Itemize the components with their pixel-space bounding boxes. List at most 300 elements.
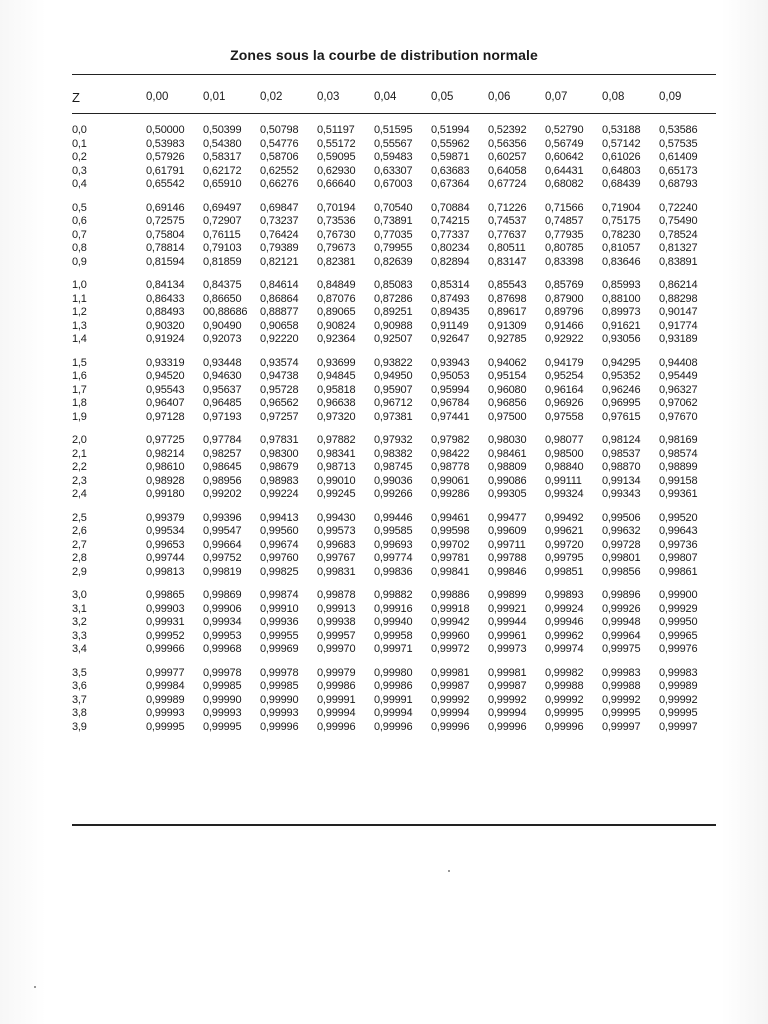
probability-cell: 0,99836 [374, 565, 413, 578]
probability-cell: 0,93574 [260, 356, 299, 369]
probability-cell: 0,66640 [317, 178, 356, 190]
probability-cell: 0,99010 [317, 474, 356, 487]
probability-cell: 0,99477 [488, 511, 527, 524]
probability-cell: 0,87900 [545, 292, 584, 305]
z-value-cell: 2,4 [72, 488, 87, 500]
probability-cell: 0,81859 [203, 255, 242, 268]
probability-cell: 0,91309 [488, 319, 527, 332]
probability-cell: 0,71566 [545, 201, 584, 214]
probability-cell: 0,99992 [602, 693, 641, 706]
probability-cell: 0,99224 [260, 488, 299, 500]
probability-cell: 0,84375 [203, 279, 242, 291]
probability-cell: 0,98645 [203, 461, 242, 473]
probability-cell: 0,99728 [602, 538, 641, 551]
probability-cell: 0,99702 [431, 538, 470, 551]
probability-cell: 0,99974 [545, 643, 584, 655]
z-value-cell: 0,0 [72, 124, 87, 136]
probability-cell: 0,99801 [602, 552, 641, 564]
z-value-cell: 3,7 [72, 693, 87, 706]
probability-cell: 0,87286 [374, 292, 413, 305]
probability-cell: 0,83147 [488, 255, 527, 268]
probability-cell: 0,98870 [602, 461, 641, 473]
probability-cell: 0,95154 [488, 370, 527, 382]
table-row [72, 566, 716, 580]
probability-cell: 0,78524 [659, 228, 698, 241]
probability-cell: 0,99560 [260, 525, 299, 537]
table-row [72, 357, 716, 371]
table-row [72, 384, 716, 398]
table-row [72, 124, 716, 138]
probability-cell: 0,97882 [317, 434, 356, 446]
probability-cell: 0,98840 [545, 461, 584, 473]
table-row [72, 411, 716, 425]
probability-cell: 0,86864 [260, 292, 299, 305]
probability-cell: 0,99931 [146, 616, 185, 628]
probability-cell: 0,99993 [260, 707, 299, 719]
probability-cell: 0,55962 [431, 137, 470, 150]
probability-cell: 0,99970 [317, 643, 356, 655]
table-row [72, 215, 716, 229]
probability-cell: 0,52392 [488, 124, 527, 136]
column-header: 0,00 [146, 91, 169, 104]
probability-cell: 0,99992 [488, 693, 527, 706]
z-value-cell: 0,4 [72, 178, 87, 190]
probability-cell: 0,80511 [488, 242, 526, 254]
probability-cell: 0,97257 [260, 410, 299, 423]
probability-cell: 0,99960 [431, 629, 470, 642]
probability-cell: 0,99992 [659, 693, 698, 706]
z-value-cell: 0,3 [72, 164, 87, 177]
table-row [72, 151, 716, 165]
probability-cell: 0,99767 [317, 552, 356, 564]
column-header: 0,09 [659, 91, 682, 104]
probability-cell: 0,65173 [659, 164, 698, 177]
probability-cell: 0,86214 [659, 279, 698, 291]
probability-cell: 0,80234 [431, 242, 470, 254]
probability-cell: 0,55567 [374, 137, 413, 150]
probability-cell: 0,99982 [545, 666, 584, 679]
probability-cell: 0,99926 [602, 602, 641, 615]
probability-cell: 0,97670 [659, 410, 698, 423]
probability-cell: 0,50000 [146, 124, 185, 136]
probability-cell: 0,75804 [146, 228, 185, 241]
probability-cell: 0,99987 [431, 680, 470, 692]
probability-cell: 0,97500 [488, 410, 527, 423]
probability-cell: 0,50798 [260, 124, 299, 136]
probability-cell: 0,95352 [602, 370, 641, 382]
z-value-cell: 1,1 [72, 292, 87, 305]
probability-cell: 0,99938 [317, 616, 356, 628]
probability-cell: 0,94950 [374, 370, 413, 382]
probability-cell: 0,96856 [488, 397, 527, 409]
probability-cell: 00,88686 [203, 306, 248, 318]
probability-cell: 0,97982 [431, 434, 470, 446]
z-value-cell: 3,1 [72, 602, 87, 615]
probability-cell: 0,99760 [260, 552, 299, 564]
probability-cell: 0,99061 [431, 474, 470, 487]
probability-cell: 0,99266 [374, 488, 413, 500]
probability-cell: 0,99992 [545, 693, 584, 706]
probability-cell: 0,99994 [488, 707, 527, 719]
probability-cell: 0,99978 [203, 666, 242, 679]
table-row [72, 488, 716, 502]
probability-cell: 0,99991 [374, 693, 413, 706]
table-row [72, 293, 716, 307]
probability-cell: 0,99361 [659, 488, 698, 500]
probability-cell: 0,99788 [488, 552, 527, 564]
group-spacer [72, 269, 716, 279]
probability-cell: 0,99942 [431, 616, 470, 628]
z-value-cell: 1,4 [72, 333, 87, 345]
probability-cell: 0,51595 [374, 124, 413, 136]
probability-cell: 0,81327 [659, 242, 698, 254]
group-spacer [72, 657, 716, 667]
probability-cell: 0,96485 [203, 397, 242, 409]
z-value-cell: 0,7 [72, 228, 87, 241]
probability-cell: 0,93943 [431, 356, 470, 369]
probability-cell: 0,99957 [317, 629, 356, 642]
probability-cell: 0,62172 [203, 164, 242, 177]
z-value-cell: 3,9 [72, 720, 87, 733]
probability-cell: 0,56356 [488, 137, 527, 150]
probability-cell: 0,84849 [317, 279, 356, 291]
probability-cell: 0,99781 [431, 552, 470, 564]
probability-cell: 0,99948 [602, 616, 641, 628]
probability-cell: 0,53586 [659, 124, 698, 136]
table-row [72, 616, 716, 630]
probability-cell: 0,73237 [260, 215, 299, 227]
probability-cell: 0,89617 [488, 306, 527, 318]
probability-cell: 0,95637 [203, 383, 242, 396]
probability-cell: 0,99653 [146, 538, 185, 551]
z-value-cell: 3,6 [72, 680, 87, 692]
column-header: 0,03 [317, 91, 340, 104]
probability-cell: 0,98124 [602, 434, 641, 446]
z-value-cell: 0,1 [72, 137, 87, 150]
probability-cell: 0,97062 [659, 397, 698, 409]
paper-speck [34, 986, 36, 988]
probability-cell: 0,93319 [146, 356, 185, 369]
probability-cell: 0,99994 [317, 707, 356, 719]
probability-cell: 0,97558 [545, 410, 584, 423]
probability-cell: 0,98956 [203, 474, 242, 487]
probability-cell: 0,71904 [602, 201, 641, 214]
probability-cell: 0,98928 [146, 474, 185, 487]
probability-cell: 0,54776 [260, 137, 299, 150]
probability-cell: 0,59095 [317, 151, 356, 163]
table-row [72, 630, 716, 644]
probability-cell: 0,99903 [146, 602, 185, 615]
probability-cell: 0,77337 [431, 228, 470, 241]
probability-cell: 0,94062 [488, 356, 527, 369]
probability-cell: 0,73891 [374, 215, 413, 227]
probability-cell: 0,79955 [374, 242, 413, 254]
z-value-cell: 3,2 [72, 616, 87, 628]
probability-cell: 0,99795 [545, 552, 584, 564]
probability-cell: 0,99674 [260, 538, 299, 551]
probability-cell: 0,77035 [374, 228, 413, 241]
probability-cell: 0,99996 [260, 720, 299, 733]
probability-cell: 0,94630 [203, 370, 242, 382]
table-row [72, 178, 716, 192]
probability-cell: 0,99997 [602, 720, 641, 733]
z-value-cell: 1,3 [72, 319, 87, 332]
probability-cell: 0,76730 [317, 228, 356, 241]
probability-cell: 0,99994 [431, 707, 470, 719]
table-row [72, 279, 716, 293]
probability-cell: 0,98610 [146, 461, 185, 473]
probability-cell: 0,93189 [659, 333, 698, 345]
probability-cell: 0,99851 [545, 565, 584, 578]
probability-cell: 0,78814 [146, 242, 185, 254]
probability-cell: 0,90490 [203, 319, 242, 332]
probability-cell: 0,99343 [602, 488, 641, 500]
z-value-cell: 0,6 [72, 215, 87, 227]
probability-cell: 0,60642 [545, 151, 584, 163]
probability-cell: 0,82381 [317, 255, 356, 268]
probability-cell: 0,86433 [146, 292, 185, 305]
probability-cell: 0,83398 [545, 255, 584, 268]
probability-cell: 0,70194 [317, 201, 356, 214]
probability-cell: 0,99952 [146, 629, 185, 642]
z-value-cell: 2,7 [72, 538, 87, 551]
probability-cell: 0,92647 [431, 333, 470, 345]
probability-cell: 0,67003 [374, 178, 413, 190]
probability-cell: 0,74215 [431, 215, 470, 227]
probability-cell: 0,99886 [431, 589, 470, 601]
probability-cell: 0,70540 [374, 201, 413, 214]
probability-cell: 0,99989 [146, 693, 185, 706]
probability-cell: 0,92220 [260, 333, 299, 345]
probability-cell: 0,66276 [260, 178, 299, 190]
probability-cell: 0,52790 [545, 124, 584, 136]
probability-cell: 0,67724 [488, 178, 527, 190]
probability-cell: 0,91149 [431, 319, 469, 332]
probability-cell: 0,97128 [146, 410, 185, 423]
probability-cell: 0,69146 [146, 201, 185, 214]
probability-cell: 0,96638 [317, 397, 356, 409]
table-row [72, 448, 716, 462]
probability-cell: 0,98300 [260, 447, 299, 460]
z-value-cell: 2,3 [72, 474, 87, 487]
probability-cell: 0,95254 [545, 370, 584, 382]
probability-cell: 0,87698 [488, 292, 527, 305]
table-row [72, 707, 716, 721]
probability-cell: 0,99946 [545, 616, 584, 628]
probability-cell: 0,74857 [545, 215, 584, 227]
probability-cell: 0,74537 [488, 215, 527, 227]
probability-cell: 0,68793 [659, 178, 698, 190]
z-value-cell: 2,0 [72, 434, 87, 446]
probability-cell: 0,93699 [317, 356, 356, 369]
probability-cell: 0,98778 [431, 461, 470, 473]
probability-cell: 0,85543 [488, 279, 527, 291]
probability-cell: 0,99994 [374, 707, 413, 719]
probability-cell: 0,99744 [146, 552, 185, 564]
table-row [72, 680, 716, 694]
probability-cell: 0,51994 [431, 124, 470, 136]
z-value-cell: 2,6 [72, 525, 87, 537]
probability-cell: 0,99929 [659, 602, 698, 615]
probability-cell: 0,99893 [545, 589, 584, 601]
probability-cell: 0,99955 [260, 629, 299, 642]
probability-cell: 0,91774 [659, 319, 698, 332]
z-value-cell: 1,6 [72, 370, 87, 382]
table-row [72, 333, 716, 347]
probability-cell: 0,87076 [317, 292, 356, 305]
probability-cell: 0,99986 [317, 680, 356, 692]
probability-cell: 0,98422 [431, 447, 470, 460]
probability-cell: 0,98574 [659, 447, 698, 460]
probability-cell: 0,99996 [488, 720, 527, 733]
probability-cell: 0,96407 [146, 397, 185, 409]
table-row [72, 589, 716, 603]
probability-cell: 0,95907 [374, 383, 413, 396]
table-row [72, 721, 716, 735]
column-header: 0,07 [545, 91, 568, 104]
probability-cell: 0,98679 [260, 461, 299, 473]
probability-cell: 0,99379 [146, 511, 185, 524]
probability-cell: 0,96995 [602, 397, 641, 409]
column-header: 0,02 [260, 91, 283, 104]
table-row [72, 603, 716, 617]
probability-cell: 0,99995 [203, 720, 242, 733]
group-spacer [72, 347, 716, 357]
probability-cell: 0,94738 [260, 370, 299, 382]
probability-cell: 0,99996 [545, 720, 584, 733]
probability-cell: 0,99921 [488, 602, 527, 615]
group-spacer [72, 424, 716, 434]
table-row [72, 397, 716, 411]
probability-cell: 0,96562 [260, 397, 299, 409]
column-header: 0,08 [602, 91, 625, 104]
probability-cell: 0,61026 [602, 151, 641, 163]
probability-cell: 0,57142 [602, 137, 641, 150]
probability-cell: 0,97831 [260, 434, 299, 446]
probability-cell: 0,92073 [203, 333, 242, 345]
probability-cell: 0,95728 [260, 383, 299, 396]
probability-cell: 0,90658 [260, 319, 299, 332]
normal-distribution-table [72, 86, 716, 734]
probability-cell: 0,97381 [374, 410, 413, 423]
column-header: 0,04 [374, 91, 397, 104]
z-value-cell: 3,3 [72, 629, 87, 642]
probability-cell: 0,99534 [146, 525, 185, 537]
probability-cell: 0,99968 [203, 643, 242, 655]
z-value-cell: 1,9 [72, 410, 87, 423]
probability-cell: 0,99324 [545, 488, 584, 500]
probability-cell: 0,57535 [659, 137, 698, 150]
group-spacer [72, 110, 716, 124]
probability-cell: 0,96712 [374, 397, 413, 409]
probability-cell: 0,99981 [431, 666, 470, 679]
probability-cell: 0,98030 [488, 434, 527, 446]
probability-cell: 0,99993 [146, 707, 185, 719]
probability-cell: 0,99861 [659, 565, 698, 578]
probability-cell: 0,98537 [602, 447, 641, 460]
probability-cell: 0,99396 [203, 511, 242, 524]
probability-cell: 0,59483 [374, 151, 413, 163]
probability-cell: 0,94845 [317, 370, 356, 382]
probability-cell: 0,99916 [374, 602, 413, 615]
probability-cell: 0,99962 [545, 629, 584, 642]
probability-cell: 0,91621 [602, 319, 641, 332]
probability-cell: 0,99983 [659, 666, 698, 679]
probability-cell: 0,68439 [602, 178, 641, 190]
probability-cell: 0,99573 [317, 525, 356, 537]
probability-cell: 0,77935 [545, 228, 584, 241]
probability-cell: 0,77637 [488, 228, 527, 241]
probability-cell: 0,99979 [317, 666, 356, 679]
probability-cell: 0,99991 [317, 693, 356, 706]
probability-cell: 0,97320 [317, 410, 356, 423]
probability-cell: 0,99993 [203, 707, 242, 719]
probability-cell: 0,62930 [317, 164, 356, 177]
probability-cell: 0,89065 [317, 306, 356, 318]
probability-cell: 0,72575 [146, 215, 185, 227]
probability-cell: 0,95449 [659, 370, 698, 382]
probability-cell: 0,99878 [317, 589, 356, 601]
bottom-rule [72, 824, 716, 826]
probability-cell: 0,98461 [488, 447, 527, 460]
group-spacer [72, 502, 716, 512]
probability-cell: 0,70884 [431, 201, 470, 214]
probability-cell: 0,99846 [488, 565, 527, 578]
probability-cell: 0,99995 [146, 720, 185, 733]
probability-cell: 0,59871 [431, 151, 470, 163]
probability-cell: 0,93056 [602, 333, 641, 345]
probability-cell: 0,79673 [317, 242, 356, 254]
z-value-cell: 2,2 [72, 461, 87, 473]
probability-cell: 0,75490 [659, 215, 698, 227]
table-row [72, 242, 716, 256]
probability-cell: 0,99940 [374, 616, 413, 628]
probability-cell: 0,95818 [317, 383, 356, 396]
probability-cell: 0,83646 [602, 255, 641, 268]
probability-cell: 0,99950 [659, 616, 698, 628]
probability-cell: 0,99995 [602, 707, 641, 719]
probability-cell: 0,57926 [146, 151, 185, 163]
probability-cell: 0,99492 [545, 511, 584, 524]
probability-cell: 0,99286 [431, 488, 470, 500]
probability-cell: 0,71226 [488, 201, 527, 214]
probability-cell: 0,89251 [374, 306, 413, 318]
probability-cell: 0,99598 [431, 525, 470, 537]
probability-cell: 0,97784 [203, 434, 242, 446]
probability-cell: 0,99971 [374, 643, 413, 655]
probability-cell: 0,55172 [317, 137, 356, 150]
probability-cell: 0,91466 [545, 319, 584, 332]
probability-cell: 0,99621 [545, 525, 584, 537]
probability-cell: 0,99973 [488, 643, 527, 655]
probability-cell: 0,73536 [317, 215, 356, 227]
probability-cell: 0,99996 [374, 720, 413, 733]
probability-cell: 0,99547 [203, 525, 242, 537]
probability-cell: 0,98745 [374, 461, 413, 473]
probability-cell: 0,99976 [659, 643, 698, 655]
probability-cell: 0,85083 [374, 279, 413, 291]
probability-cell: 0,99995 [659, 707, 698, 719]
probability-cell: 0,96080 [488, 383, 527, 396]
table-row [72, 256, 716, 270]
probability-cell: 0,82894 [431, 255, 470, 268]
table-body [72, 110, 716, 734]
probability-cell: 0,58317 [203, 151, 242, 163]
z-value-cell: 3,4 [72, 643, 87, 655]
probability-cell: 0,85314 [431, 279, 470, 291]
probability-cell: 0,99632 [602, 525, 641, 537]
probability-cell: 0,99865 [146, 589, 185, 601]
